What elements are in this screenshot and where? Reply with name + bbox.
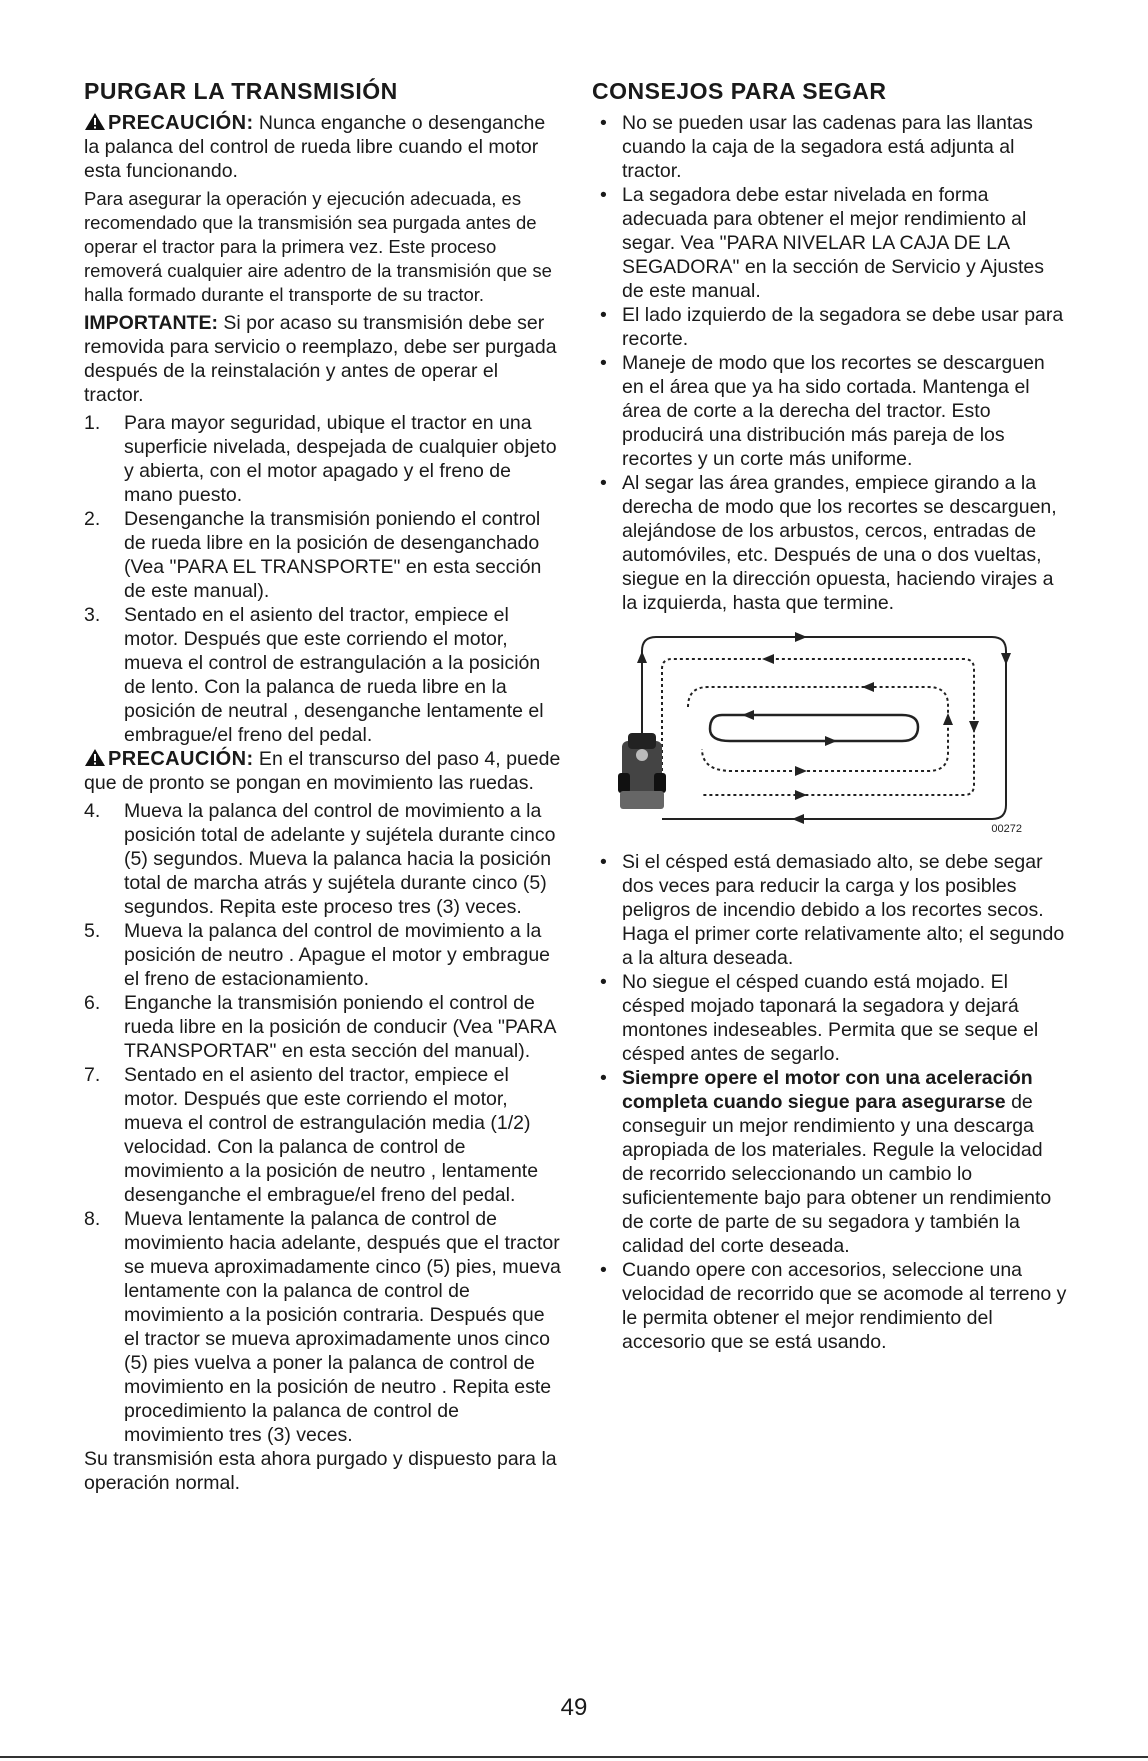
tip-item — [592, 1066, 1068, 1258]
tip-text: de conseguir un mejor rendimiento y una descarga apropiada de los materiales. Regule la velocidad de recorrido seleccionando un cambio lo suficientemente bajo para obtener un rendimiento de corte de parte de su segadora y también la calidad del corte deseada. — [622, 1091, 1052, 1257]
bullet: • — [600, 304, 607, 326]
direction-arrow-icon — [969, 721, 979, 733]
caution-label: PRECAUCIÓN: — [108, 748, 254, 770]
important-label: IMPORTANTE: — [84, 312, 218, 334]
step-number: 7. — [84, 1064, 101, 1086]
direction-arrow-icon — [795, 766, 807, 776]
warning-triangle-icon — [84, 112, 106, 131]
step-text: Mueva la palanca del control de movimiento a la posición total de adelante y sujétela durante cinco (5) segundos. Mueva la palanca hacia la posición total de marcha atrás y sujétela durante cinco (5) segundos. Repita este proceso tres (3) veces. — [124, 800, 556, 918]
tip-text: Al segar las área grandes, empiece girando a la derecha de modo que los recortes se descarguen, alejándose de los arbustos, cercos, entradas de automóviles, etc. Después de una o dos vueltas, siegue en la dirección opuesta, haciendo virajes a la izquierda, hasta que termine. — [622, 472, 1057, 614]
tip-item — [592, 183, 1068, 303]
steps-list-b — [84, 799, 562, 1447]
step-number: 1. — [84, 412, 101, 434]
direction-arrow-icon — [862, 682, 874, 692]
tip-item — [592, 351, 1068, 471]
caution-text: En el transcurso del paso 4, puede que de pronto se pongan en movimiento las ruedas. — [84, 748, 561, 794]
step-number: 2. — [84, 508, 101, 530]
bullet: • — [600, 472, 607, 494]
tip-text: Maneje de modo que los recortes se descarguen en el área que ya ha sido cortada. Mantenga el área de corte a la derecha del tractor. Esto producirá una distribución más pareja de los recortes y un corte más uniforme. — [622, 352, 1045, 470]
important-text: Si por acaso su transmisión debe ser removida para servicio o reemplazo, debe ser purgada después de la reinstalación y antes de operar el tractor. — [84, 312, 557, 406]
tip-item — [592, 1258, 1068, 1354]
section-heading-mowing-tips: CONSEJOS PARA SEGAR — [592, 78, 887, 104]
outer-mowing-path — [642, 637, 1006, 819]
tip-text: Si el césped está demasiado alto, se debe segar dos veces para reducir la carga y los posibles peligros de incendio debido a los recortes secos. Haga el primer corte relativamente alto; el segundo a la altura deseada. — [622, 851, 1065, 969]
bullet: • — [600, 971, 607, 993]
tip-item — [592, 970, 1068, 1066]
step-text: Desenganche la transmisión poniendo el control de rueda libre en la posición de desenganchado (Vea "PARA EL TRANSPORTE" en esta sección de este manual). — [124, 508, 542, 602]
mowing-pattern-diagram — [592, 623, 1068, 838]
direction-arrow-icon — [742, 710, 754, 720]
step-number: 6. — [84, 992, 101, 1014]
direction-arrow-icon — [637, 651, 647, 663]
left-column — [84, 78, 562, 1495]
bullet: • — [600, 851, 607, 873]
step-number: 3. — [84, 604, 101, 626]
step-item — [84, 919, 562, 991]
bullet: • — [600, 112, 607, 134]
step-item — [84, 991, 562, 1063]
tip-text: La segadora debe estar nivelada en forma adecuada para obtener el mejor rendimiento al segar. Vea "PARA NIVELAR LA CAJA DE LA SEGADORA" en la sección de Servicio y Ajustes de este manual. — [622, 184, 1045, 302]
step-number: 4. — [84, 800, 101, 822]
tip-item — [592, 303, 1068, 351]
tip-item — [592, 850, 1068, 970]
page-number: 49 — [560, 1694, 588, 1721]
caution-note-2 — [84, 747, 562, 795]
center-mowing-loop — [710, 715, 918, 741]
direction-arrow-icon — [943, 713, 953, 725]
step-item — [84, 799, 562, 919]
step-text: Mueva la palanca del control de movimiento a la posición de neutro . Apague el motor y embrague el freno de estacionamiento. — [124, 920, 551, 990]
bullet: • — [600, 184, 607, 206]
tip-item — [592, 471, 1068, 615]
tip-text: El lado izquierdo de la segadora se debe usar para recorte. — [622, 304, 1064, 350]
tip-text: No se pueden usar las cadenas para las llantas cuando la caja de la segadora está adjunta al tractor. — [622, 112, 1033, 182]
tractor-icon — [618, 733, 666, 809]
tips-list-b — [592, 850, 1068, 1354]
tip-item — [592, 111, 1068, 183]
tips-list-a — [592, 111, 1068, 615]
direction-arrow-icon — [795, 632, 807, 642]
direction-arrow-icon — [762, 654, 774, 664]
step-text: Sentado en el asiento del tractor, empiece el motor. Después que este corriendo el motor, mueva el control de estrangulación media (1/2) velocidad. Con la palanca de control de movimiento a la posición de neutro , lentamente desenganche el embrague/el freno del pedal. — [124, 1064, 539, 1206]
step-item — [84, 411, 562, 507]
direction-arrow-icon — [1001, 653, 1011, 665]
diagram-code: 00272 — [991, 823, 1022, 835]
tip-text: Cuando opere con accesorios, seleccione una velocidad de recorrido que se acomode al terreno y le permita obtener el mejor rendimiento del accesorio que se está usando. — [622, 1259, 1067, 1353]
caution-label: PRECAUCIÓN: — [108, 112, 254, 134]
direction-arrow-icon — [795, 790, 807, 800]
intro-paragraph: Para asegurar la operación y ejecución adecuada, es recomendado que la transmisión sea purgada antes de operar el tractor para la primera vez. Este proceso removerá cualquier aire adentro de la transmisión que se halla formado durante el transporte de su tractor. — [84, 188, 552, 305]
warning-triangle-icon — [84, 748, 106, 767]
direction-arrow-icon — [825, 736, 837, 746]
step-number: 5. — [84, 920, 101, 942]
bottom-divider — [0, 1756, 1148, 1758]
section-heading-purge-transmission: PURGAR LA TRANSMISIÓN — [84, 78, 398, 104]
step-item — [84, 603, 562, 747]
caution-note-1 — [84, 111, 562, 183]
mowing-pattern-figure — [592, 623, 1068, 838]
step-text: Mueva lentamente la palanca de control de movimiento hacia adelante, después que el tractor se mueva aproximadamente cinco (5) pies, mueva lentamente con la palanca de control de movimiento a la posición contraria. Después que el tractor se mueva aproximadamente unos cinco (5) pies vuelva a poner la palanca de control de movimiento en la posición de neutro . Repita este procedimiento la palanca de control de movimiento tres (3) veces. — [124, 1208, 561, 1446]
bullet: • — [600, 1259, 607, 1281]
step-item — [84, 1207, 562, 1447]
inner-mowing-loop — [688, 687, 948, 771]
step-text: Enganche la transmisión poniendo el control de rueda libre en la posición de conducir (Vea "PARA TRANSPORTAR" en esta sección del manual). — [124, 992, 556, 1062]
second-mowing-path — [662, 659, 974, 795]
right-column — [592, 78, 1068, 1354]
steps-list-a — [84, 411, 562, 747]
direction-arrow-icon — [792, 814, 804, 824]
step-item — [84, 1063, 562, 1207]
step-item — [84, 507, 562, 603]
closing-paragraph: Su transmisión esta ahora purgado y dispuesto para la operación normal. — [84, 1448, 557, 1494]
step-text: Para mayor seguridad, ubique el tractor en una superficie nivelada, despejada de cualquier objeto y abierta, con el motor apagado y el freno de mano puesto. — [124, 412, 557, 506]
bullet: • — [600, 352, 607, 374]
important-note — [84, 311, 562, 407]
step-number: 8. — [84, 1208, 101, 1230]
tip-text: No siegue el césped cuando está mojado. El césped mojado taponará la segadora y dejará montones indeseables. Permita que se seque el césped antes de segarlo. — [622, 971, 1039, 1065]
tip-bold-text: Siempre opere el motor con una aceleración completa cuando siegue para asegurarse — [622, 1067, 1033, 1113]
bullet: • — [600, 1067, 607, 1089]
caution-text: Nunca enganche o desenganche la palanca del control de rueda libre cuando el motor esta funcionando. — [84, 112, 546, 182]
step-text: Sentado en el asiento del tractor, empiece el motor. Después que este corriendo el motor, mueva el control de estrangulación a la posición de lento. Con la palanca de rueda libre en la posición de neutral , desenganche lentamente el embrague/el freno del pedal. — [124, 604, 544, 746]
